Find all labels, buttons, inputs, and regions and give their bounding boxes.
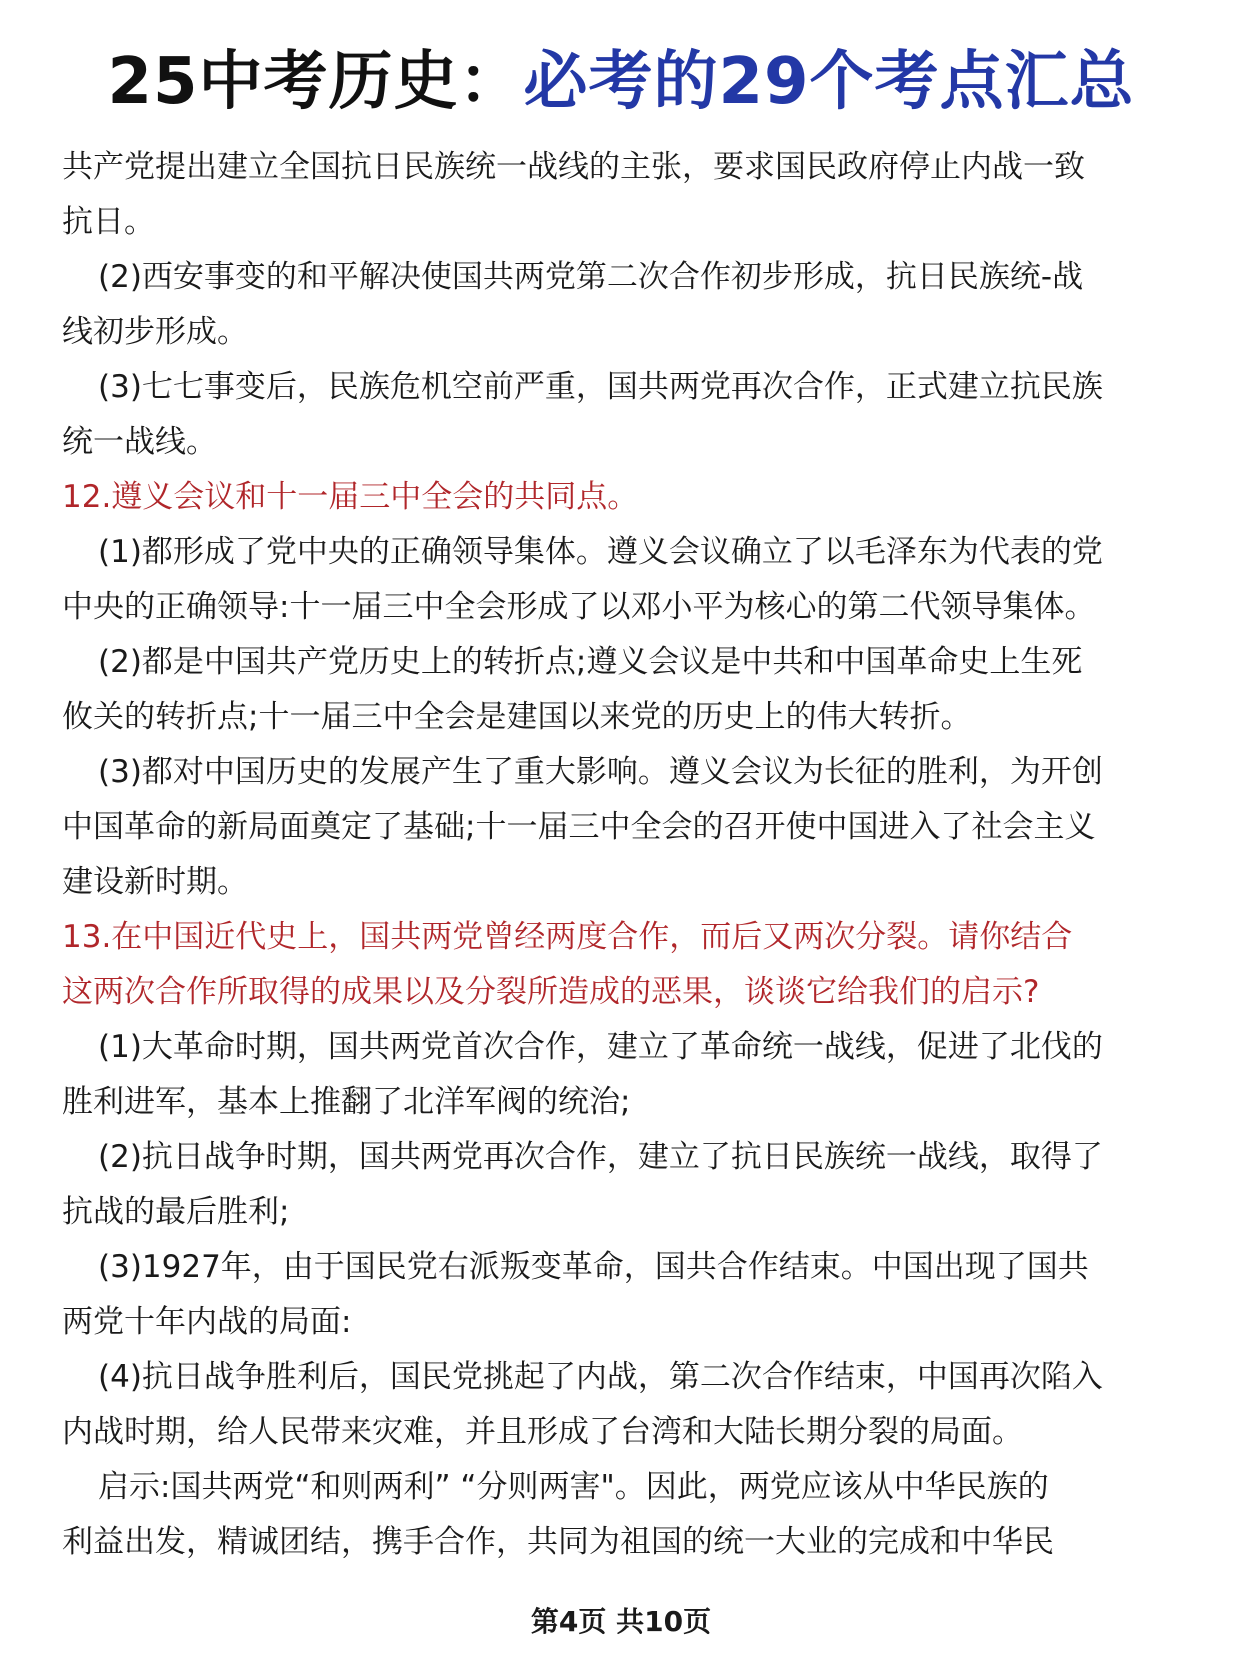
text-line: 统一战线。 — [62, 424, 217, 460]
text-line: 抗日。 — [62, 204, 155, 240]
text-line: (4)抗日战争胜利后，国民党挑起了内战，第二次合作结束，中国再次陷入 — [98, 1359, 1103, 1395]
text-line: (3)1927年，由于国民党右派叛变革命，国共合作结束。中国出现了国共 — [98, 1249, 1089, 1285]
question-line: 13.在中国近代史上，国共两党曾经两度合作，而后又两次分裂。请你结合 — [62, 919, 1073, 955]
text-line: 抗战的最后胜利; — [62, 1194, 290, 1230]
text-line: 共产党提出建立全国抗日民族统一战线的主张，要求国民政府停止内战一致 — [62, 149, 1085, 185]
question-line: 12.遵义会议和十一届三中全会的共同点。 — [62, 479, 639, 515]
text-line: (3)都对中国历史的发展产生了重大影响。遵义会议为长征的胜利，为开创 — [98, 754, 1103, 790]
text-line: (1)大革命时期，国共两党首次合作，建立了革命统一战线，促进了北伐的 — [98, 1029, 1103, 1065]
text-line: 利益出发，精诚团结，携手合作，共同为祖国的统一大业的完成和中华民 — [62, 1524, 1054, 1560]
question-line: 这两次合作所取得的成果以及分裂所造成的恶果，谈谈它给我们的启示? — [62, 974, 1040, 1010]
text-line: (2)西安事变的和平解决使国共两党第二次合作初步形成，抗日民族统-战 — [98, 259, 1084, 295]
text-line: (2)都是中国共产党历史上的转折点;遵义会议是中共和中国革命史上生死 — [98, 644, 1083, 680]
page-title — [0, 42, 1242, 122]
text-line: (2)抗日战争时期，国共两党再次合作，建立了抗日民族统一战线，取得了 — [98, 1139, 1103, 1175]
text-line: 攸关的转折点;十一届三中全会是建国以来党的历史上的伟大转折。 — [62, 699, 972, 735]
text-line: 启示:国共两党“和则两利” “分则两害"。因此，两党应该从中华民族的 — [98, 1469, 1049, 1505]
text-line: 两党十年内战的局面: — [62, 1304, 352, 1340]
text-line: 线初步形成。 — [62, 314, 248, 350]
text-line: 中央的正确领导:十一届三中全会形成了以邓小平为核心的第二代领导集体。 — [62, 589, 1096, 625]
text-line: 中国革命的新局面奠定了基础;十一届三中全会的召开使中国进入了社会主义 — [62, 809, 1096, 845]
title-highlight: 必考的29个考点汇总 — [523, 45, 1135, 119]
title-prefix: 25中考历史： — [107, 45, 524, 119]
text-line: 内战时期，给人民带来灾难，并且形成了台湾和大陆长期分裂的局面。 — [62, 1414, 1023, 1450]
text-line: 建设新时期。 — [62, 864, 248, 900]
document-body — [62, 140, 1192, 1570]
text-line: (1)都形成了党中央的正确领导集体。遵义会议确立了以毛泽东为代表的党 — [98, 534, 1103, 570]
text-line: (3)七七事变后，民族危机空前严重，国共两党再次合作，正式建立抗民族 — [98, 369, 1103, 405]
text-line: 胜利进军，基本上推翻了北洋军阀的统治; — [62, 1084, 631, 1120]
page-number: 第4页 共10页 — [530, 1605, 712, 1638]
